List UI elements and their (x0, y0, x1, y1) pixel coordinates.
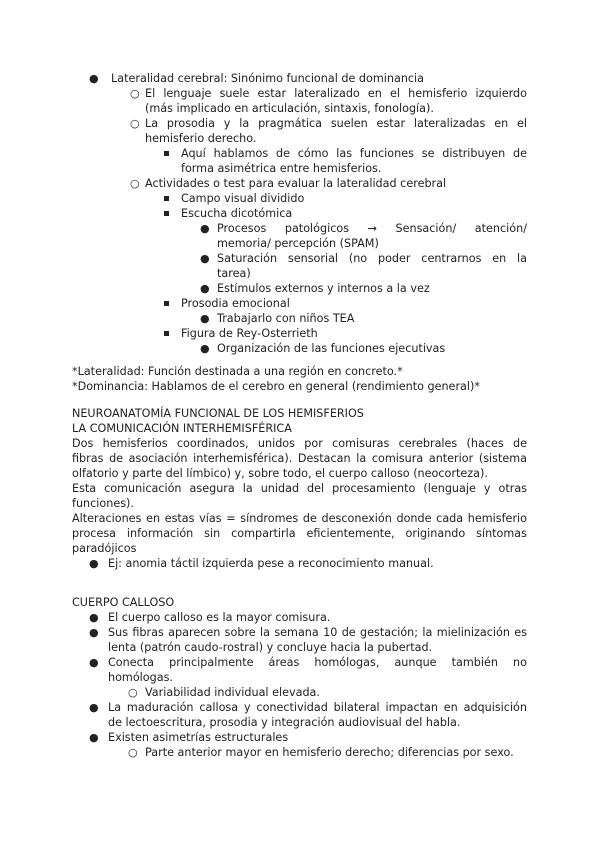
prosodia-emocional-item: Prosodia emocional (181, 297, 290, 310)
calloso-b2-line-2: lenta (patrón caudo-rostral) y concluye hacia la pubertad. (108, 641, 433, 654)
estimulos-item: Estímulos externos y internos a la vez (217, 282, 430, 295)
ejemplo-item: Ej: anomia táctil izquierda pese a reconocimiento manual. (108, 557, 434, 570)
saturacion-line-2: tarea) (217, 267, 251, 280)
circle-bullet-icon: ○ (128, 686, 138, 699)
trabajarlo-item: Trabajarlo con niños TEA (217, 312, 355, 325)
neuro-p3-line-1: Alteraciones en estas vías = síndromes de desconexión donde cada hemisferio (72, 512, 527, 525)
campo-visual-item: Campo visual dividido (181, 192, 305, 205)
neuro-subheading: LA COMUNICACIÓN INTERHEMISFÉRICA (72, 422, 292, 435)
bullet-icon: ● (200, 282, 210, 295)
actividades-item: Actividades o test para evaluar la lateralidad cerebral (145, 177, 447, 190)
square-bullet-icon (164, 151, 169, 156)
saturacion-line-1: Saturación sensorial (no poder centrarnos en la (217, 252, 527, 265)
figura-item: Figura de Rey-Osterrieth (181, 327, 318, 340)
calloso-b5: Existen asimetrías estructurales (108, 731, 289, 744)
calloso-b1: El cuerpo calloso es la mayor comisura. (108, 611, 331, 624)
calloso-b3-sub: Variabilidad individual elevada. (145, 686, 320, 699)
aqui-line-2: forma asimétrica entre hemisferios. (181, 162, 382, 175)
calloso-b4-line-1: La maduración callosa y conectividad bilateral impactan en adquisición (108, 701, 527, 714)
bullet-icon: ● (89, 72, 99, 85)
calloso-b4-line-2: de lectoescritura, prosodia y integración audiovisual del habla. (108, 716, 461, 729)
escucha-item: Escucha dicotómica (181, 207, 293, 220)
bullet-icon: ● (200, 342, 210, 355)
aqui-line-1: Aquí hablamos de cómo las funciones se distribuyen de (181, 147, 527, 160)
note-dominancia: *Dominancia: Hablamos de el cerebro en general (rendimiento general)* (72, 380, 480, 393)
procesos-line-1: Procesos patológicos → Sensación/ atención/ (217, 222, 527, 235)
square-bullet-icon (164, 301, 169, 306)
lenguaje-line-1: El lenguaje suele estar lateralizado en el hemisferio izquierdo (145, 87, 527, 100)
bullet-icon: ● (89, 701, 99, 714)
calloso-heading: CUERPO CALLOSO (72, 596, 175, 609)
lateralidad-title: Lateralidad cerebral: Sinónimo funcional de dominancia (111, 72, 425, 85)
calloso-b3-line-2: homólogas. (108, 671, 173, 684)
bullet-icon: ● (89, 656, 99, 669)
neuro-p2-line-1: Esta comunicación asegura la unidad del procesamiento (lenguaje y otras (72, 482, 527, 495)
neuro-heading: NEUROANATOMÍA FUNCIONAL DE LOS HEMISFERIOS (72, 407, 364, 420)
organizacion-item: Organización de las funciones ejecutivas (217, 342, 446, 355)
note-lateralidad: *Lateralidad: Función destinada a una región en concreto.* (72, 365, 403, 378)
square-bullet-icon (164, 331, 169, 336)
bullet-icon: ● (89, 557, 99, 570)
neuro-p1-line-2: fibras de asociación interhemisférica). Destacan la comisura anterior (sistema (72, 452, 527, 465)
circle-bullet-icon: ○ (130, 87, 140, 100)
calloso-b2-line-1: Sus fibras aparecen sobre la semana 10 de gestación; la mielinización es (108, 626, 527, 639)
calloso-b3-line-1: Conecta principalmente áreas homólogas, aunque también no (108, 656, 527, 669)
procesos-line-2: memoria/ percepción (SPAM) (217, 237, 379, 250)
neuro-p3-line-3: paradójicos (72, 542, 137, 555)
square-bullet-icon (164, 196, 169, 201)
neuro-p3-line-2: procesa información sin compartirla eficientemente, originando síntomas (72, 527, 527, 540)
bullet-icon: ● (89, 611, 99, 624)
lenguaje-line-2: (más implicado en articulación, sintaxis, fonología). (145, 102, 434, 115)
bullet-icon: ● (89, 626, 99, 639)
bullet-icon: ● (89, 731, 99, 744)
circle-bullet-icon: ○ (130, 117, 140, 130)
prosodia-line-1: La prosodia y la pragmática suelen estar lateralizadas en el (145, 117, 527, 130)
bullet-icon: ● (200, 312, 210, 325)
calloso-b5-sub: Parte anterior mayor en hemisferio derecho; diferencias por sexo. (145, 746, 514, 759)
square-bullet-icon (164, 211, 169, 216)
neuro-p1-line-1: Dos hemisferios coordinados, unidos por comisuras cerebrales (haces de (72, 437, 527, 450)
circle-bullet-icon: ○ (128, 746, 138, 759)
bullet-icon: ● (200, 252, 210, 265)
neuro-p2-line-2: funciones). (72, 497, 134, 510)
prosodia-line-2: hemisferio derecho. (145, 132, 257, 145)
neuro-p1-line-3: olfatorio y parte del límbico) y, sobre todo, el cuerpo calloso (neocorteza). (72, 467, 488, 480)
circle-bullet-icon: ○ (130, 177, 140, 190)
bullet-icon: ● (200, 222, 210, 235)
